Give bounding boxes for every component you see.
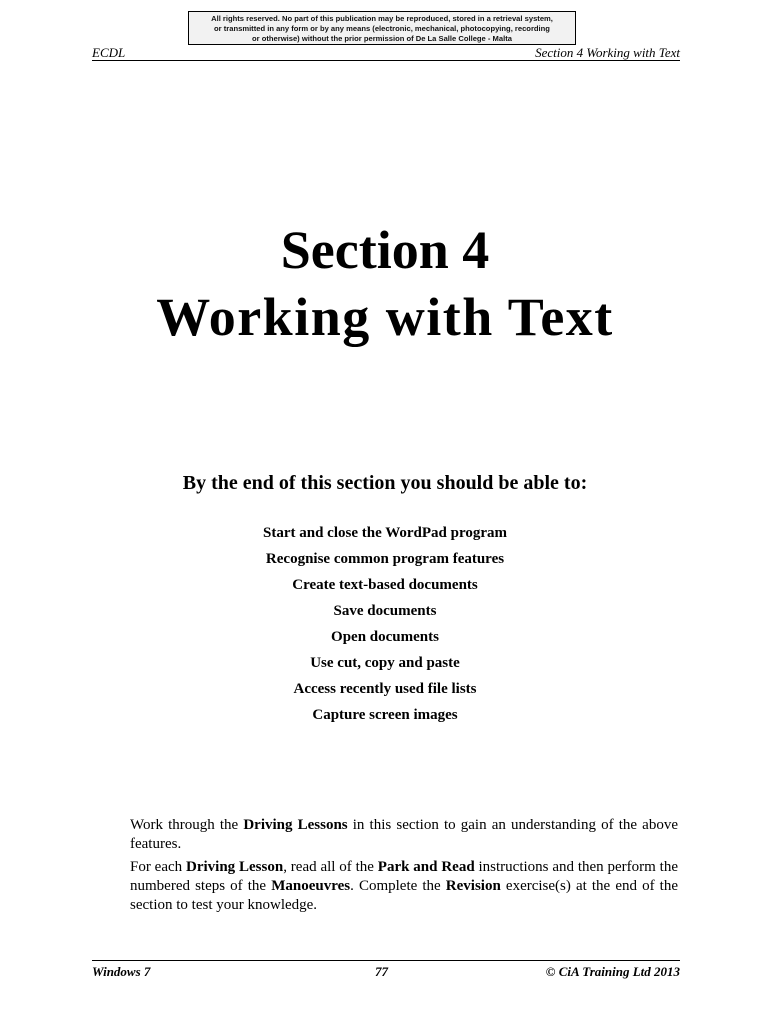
footer-copyright: © CiA Training Ltd 2013	[545, 964, 680, 979]
objective-item: Capture screen images	[312, 707, 458, 723]
intro-paragraph-1	[130, 816, 678, 854]
objectives-heading: By the end of this section you should be able to:	[182, 472, 588, 494]
copyright-line-2: or transmitted in any form or by any means (electronic, mechanical, photocopying, recording	[214, 24, 550, 33]
intro-bold-term: Driving Lesson	[186, 859, 284, 875]
intro-bold-term: Manoeuvres	[271, 878, 351, 894]
intro-bold-term: Driving Lessons	[243, 817, 348, 833]
section-title-number: Section 4	[280, 220, 490, 280]
footer-divider	[92, 960, 680, 961]
objective-item: Use cut, copy and paste	[310, 655, 460, 671]
intro-text-run: instructions and then perform the numbered steps of the	[130, 859, 679, 894]
intro-text-run: in this section to gain an understanding of the above features.	[130, 817, 678, 852]
intro-text-run: Work through the	[130, 817, 244, 833]
objective-item: Create text-based documents	[292, 577, 478, 593]
objective-item: Save documents	[333, 603, 437, 619]
page-number: 77	[375, 964, 388, 979]
header-divider	[92, 60, 680, 61]
intro-text	[130, 816, 678, 919]
copyright-line-3: or otherwise) without the prior permission of De La Salle College - Malta	[252, 34, 512, 43]
header-course: ECDL	[92, 45, 126, 60]
section-title-name: Working with Text	[156, 287, 614, 347]
copyright-notice	[188, 11, 576, 45]
objective-item: Start and close the WordPad program	[262, 525, 508, 541]
objectives-list	[0, 522, 770, 730]
copyright-line-1: All rights reserved. No part of this publication may be reproduced, stored in a retrieval system,	[211, 14, 553, 23]
intro-text-run: For each	[130, 859, 186, 875]
objective-item: Open documents	[331, 629, 439, 645]
header-section: Section 4 Working with Text	[535, 45, 680, 60]
intro-bold-term: Revision	[445, 878, 501, 894]
objective-item: Access recently used file lists	[293, 681, 477, 697]
objective-item: Recognise common program features	[265, 551, 505, 567]
intro-paragraph-2	[130, 858, 678, 915]
intro-text-run: , read all of the	[283, 859, 378, 875]
intro-text-run: . Complete the	[350, 878, 446, 894]
intro-bold-term: Park and Read	[377, 859, 475, 875]
intro-text-run: exercise(s) at the end of the section to test your knowledge.	[130, 878, 678, 913]
footer-product: Windows 7	[92, 964, 151, 979]
